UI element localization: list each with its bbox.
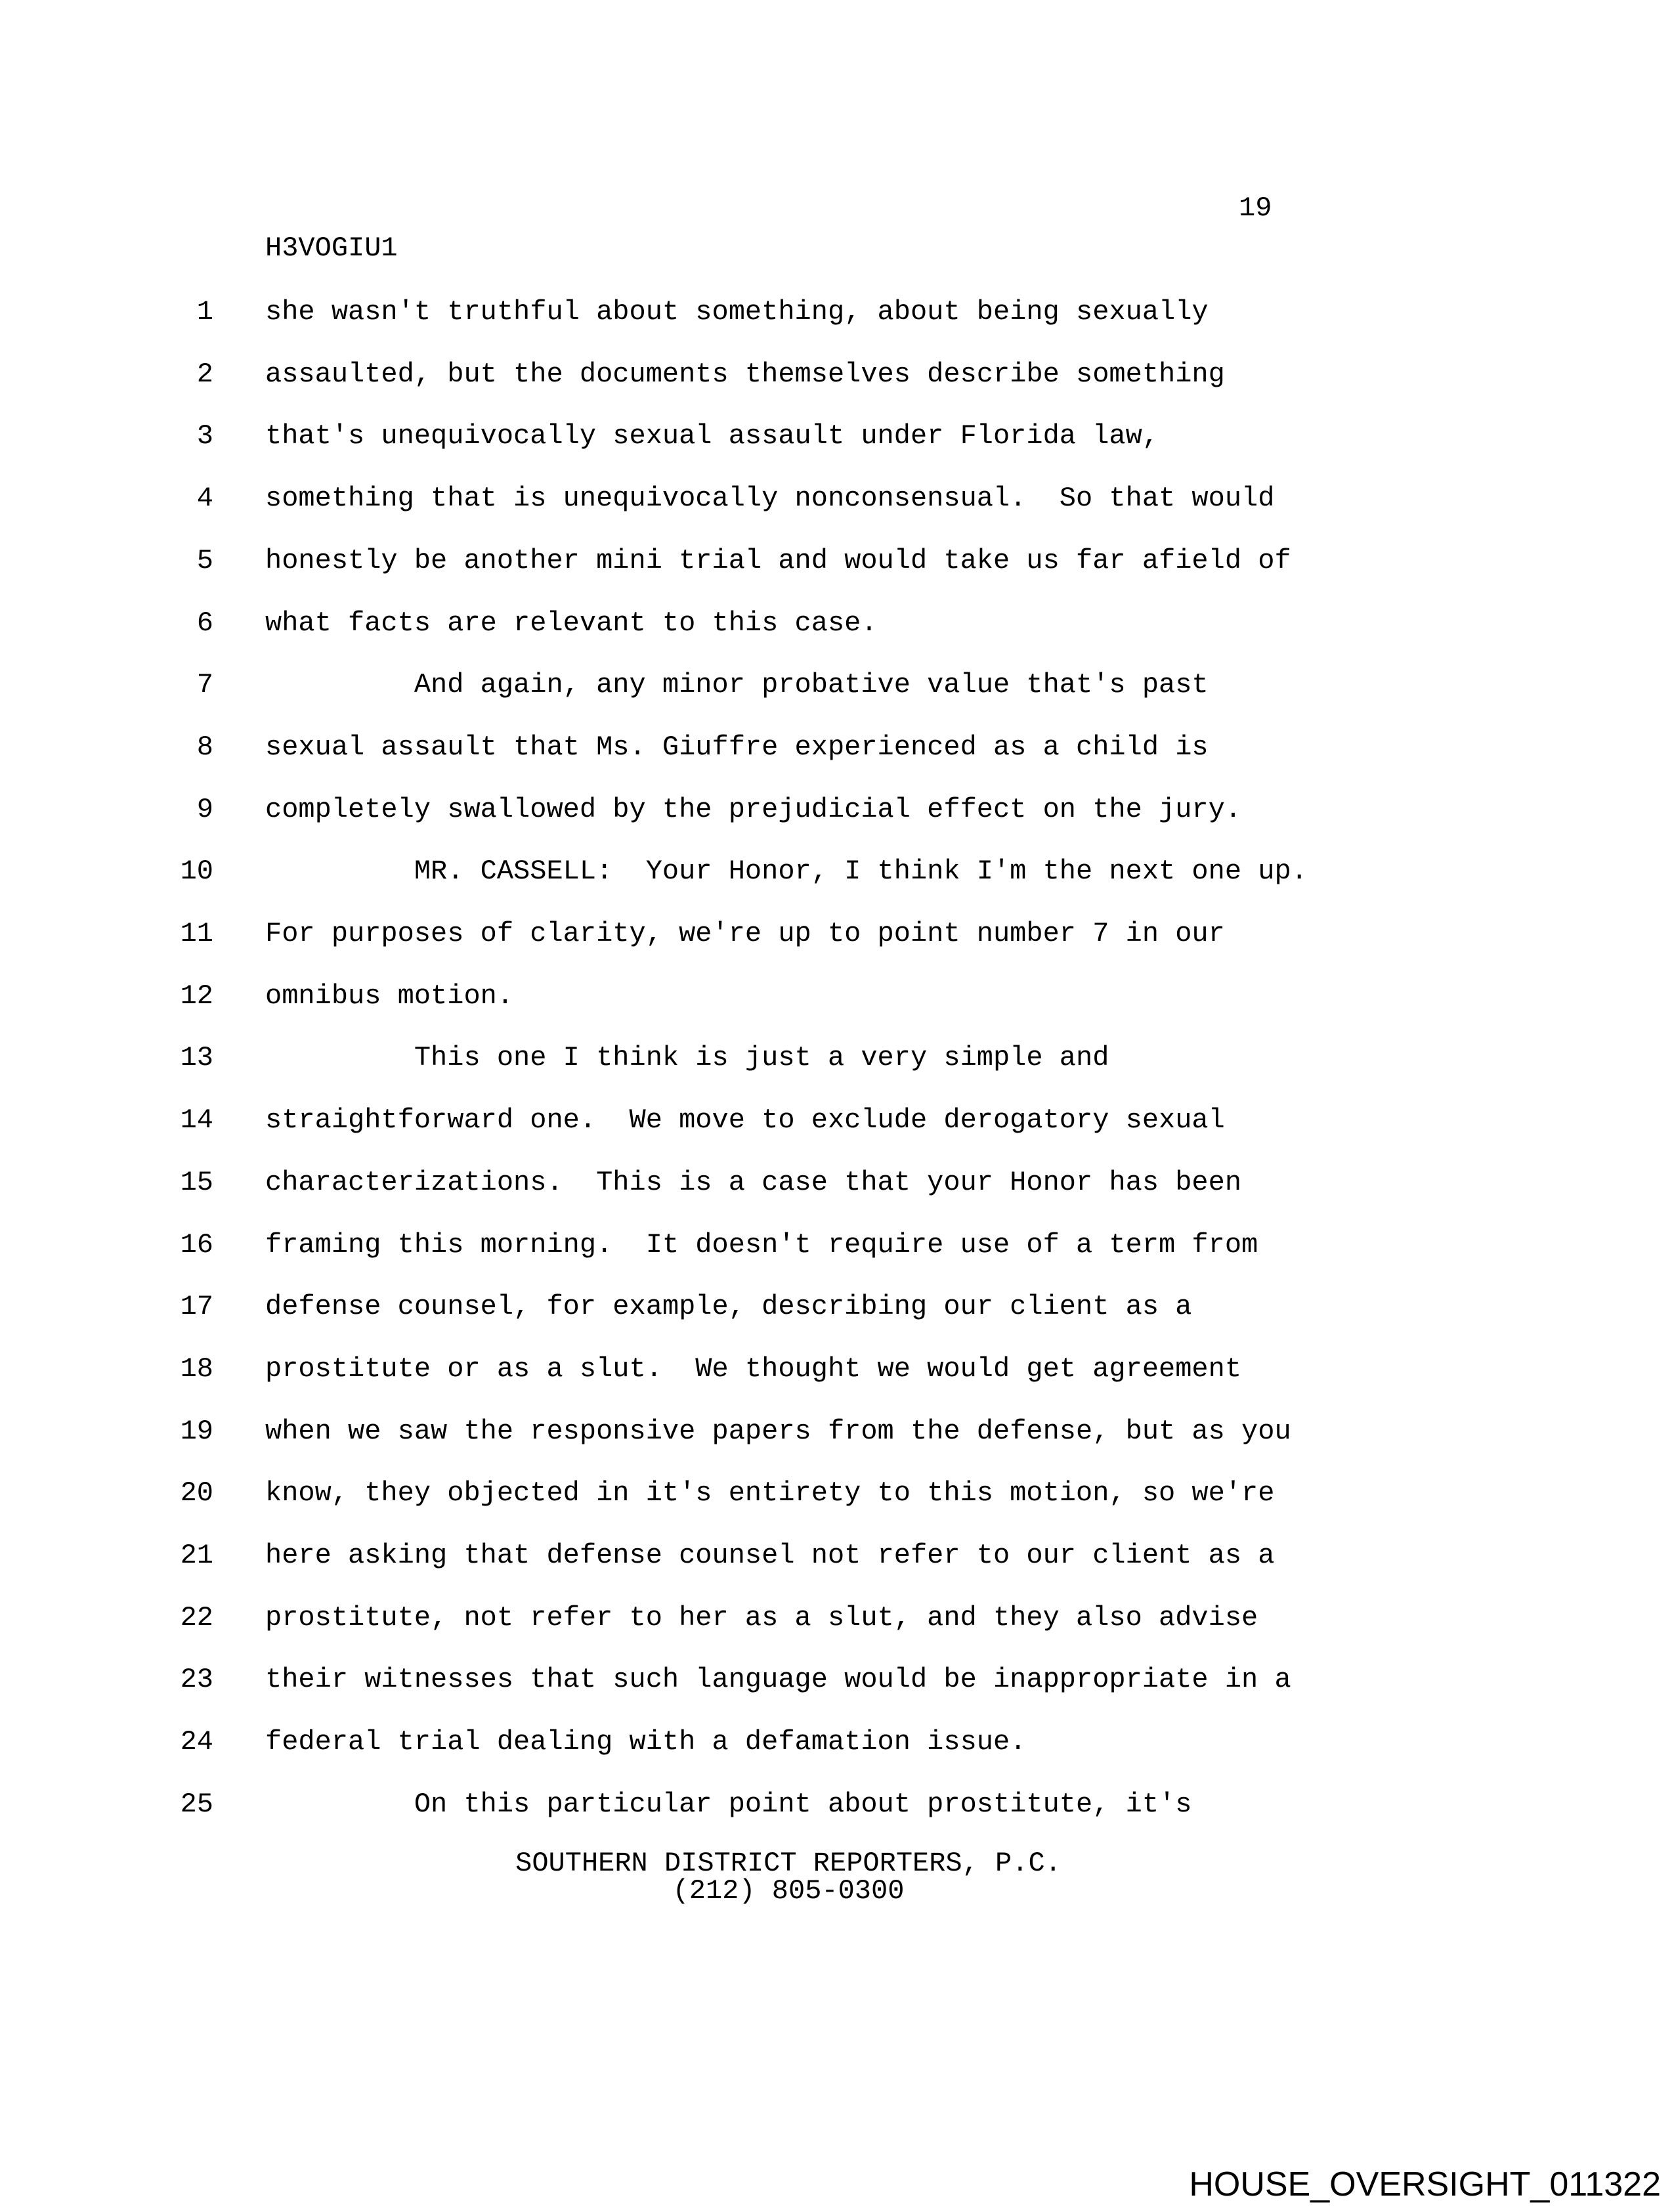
line-text: On this particular point about prostitute, it's (265, 1788, 1192, 1820)
line-number: 6 (196, 607, 213, 639)
transcript-line (0, 671, 1674, 710)
transcript-line (0, 1106, 1674, 1146)
line-text: assaulted, but the documents themselves describe something (265, 358, 1225, 390)
transcript-line (0, 733, 1674, 773)
transcript-line (0, 1415, 1674, 1457)
line-text: And again, any minor probative value that's past (265, 669, 1209, 701)
line-number: 5 (196, 544, 213, 576)
line-number: 15 (180, 1166, 213, 1198)
line-number: 16 (180, 1228, 213, 1261)
line-text: their witnesses that such language would be inappropriate in a (265, 1664, 1291, 1696)
line-number: 9 (196, 793, 213, 825)
transcript-line (0, 793, 1674, 835)
footer-reporter-phone: (212) 805-0300 (672, 1875, 905, 1907)
transcript-line (0, 360, 1674, 400)
line-number: 20 (180, 1477, 213, 1509)
line-text: straightforward one. We move to exclude derogatory sexual (265, 1104, 1225, 1137)
transcript-line (0, 1293, 1674, 1332)
transcript-line (0, 1728, 1674, 1767)
line-number: 25 (180, 1788, 213, 1820)
line-text: prostitute or as a slut. We thought we would get agreement (265, 1353, 1242, 1385)
line-text: prostitute, not refer to her as a slut, and they also advise (265, 1601, 1258, 1634)
line-number: 8 (196, 731, 213, 763)
transcript-line (0, 1479, 1674, 1519)
line-text: MR. CASSELL: Your Honor, I think I'm the next one up. (265, 856, 1308, 888)
line-text: here asking that defense counsel not refer to our client as a (265, 1540, 1275, 1571)
line-number: 18 (180, 1353, 213, 1385)
line-number: 23 (180, 1664, 213, 1696)
line-number: 24 (180, 1726, 213, 1758)
transcript-line (0, 1228, 1674, 1270)
line-text: This one I think is just a very simple and (265, 1042, 1109, 1074)
line-text: For purposes of clarity, we're up to point number 7 in our (265, 918, 1225, 949)
line-number: 2 (196, 358, 213, 390)
line-text: defense counsel, for example, describing our client as a (265, 1291, 1192, 1323)
line-number: 22 (180, 1601, 213, 1634)
transcript-line (0, 485, 1674, 524)
line-text: omnibus motion. (265, 980, 514, 1012)
page-number: 19 (1239, 192, 1272, 224)
line-text: what facts are relevant to this case. (265, 607, 878, 639)
line-number: 11 (180, 918, 213, 949)
line-number: 1 (196, 296, 213, 328)
line-number: 19 (180, 1415, 213, 1447)
line-text: that's unequivocally sexual assault under Florida law, (265, 420, 1159, 452)
line-text: characterizations. This is a case that your Honor has been (265, 1166, 1242, 1198)
transcript-header-code: H3VOGIU1 (265, 232, 398, 264)
bates-stamp-watermark: HOUSE_OVERSIGHT_011322 (1189, 2165, 1661, 2203)
transcript-line (0, 298, 1674, 337)
line-text: honestly be another mini trial and would take us far afield of (265, 544, 1291, 576)
line-text: know, they objected in it's entirety to this motion, so we're (265, 1477, 1275, 1509)
line-number: 14 (180, 1104, 213, 1137)
transcript-line (0, 609, 1674, 649)
line-number: 4 (196, 483, 213, 515)
line-number: 17 (180, 1291, 213, 1323)
line-number: 21 (180, 1540, 213, 1571)
transcript-line (0, 1355, 1674, 1395)
transcript-line (0, 544, 1674, 586)
transcript-line (0, 857, 1674, 897)
footer-reporter-company: SOUTHERN DISTRICT REPORTERS, P.C. (515, 1848, 1062, 1879)
transcript-line (0, 1790, 1674, 1830)
line-number: 12 (180, 980, 213, 1012)
transcript-line (0, 1666, 1674, 1705)
transcript-line (0, 920, 1674, 959)
line-number: 10 (180, 856, 213, 888)
transcript-line (0, 1044, 1674, 1083)
line-text: federal trial dealing with a defamation issue. (265, 1726, 1027, 1758)
line-text: framing this morning. It doesn't require use of a term from (265, 1228, 1258, 1261)
transcript-line (0, 1166, 1674, 1208)
transcript-line (0, 1542, 1674, 1581)
line-number: 7 (196, 669, 213, 701)
line-text: completely swallowed by the prejudicial effect on the jury. (265, 793, 1242, 825)
line-text: something that is unequivocally nonconsensual. So that would (265, 483, 1275, 515)
line-text: sexual assault that Ms. Giuffre experienced as a child is (265, 731, 1209, 763)
transcript-line (0, 1601, 1674, 1643)
transcript-line (0, 982, 1674, 1022)
line-number: 3 (196, 420, 213, 452)
line-text: she wasn't truthful about something, about being sexually (265, 296, 1209, 328)
transcript-line (0, 422, 1674, 462)
line-number: 13 (180, 1042, 213, 1074)
line-text: when we saw the responsive papers from the defense, but as you (265, 1415, 1291, 1447)
